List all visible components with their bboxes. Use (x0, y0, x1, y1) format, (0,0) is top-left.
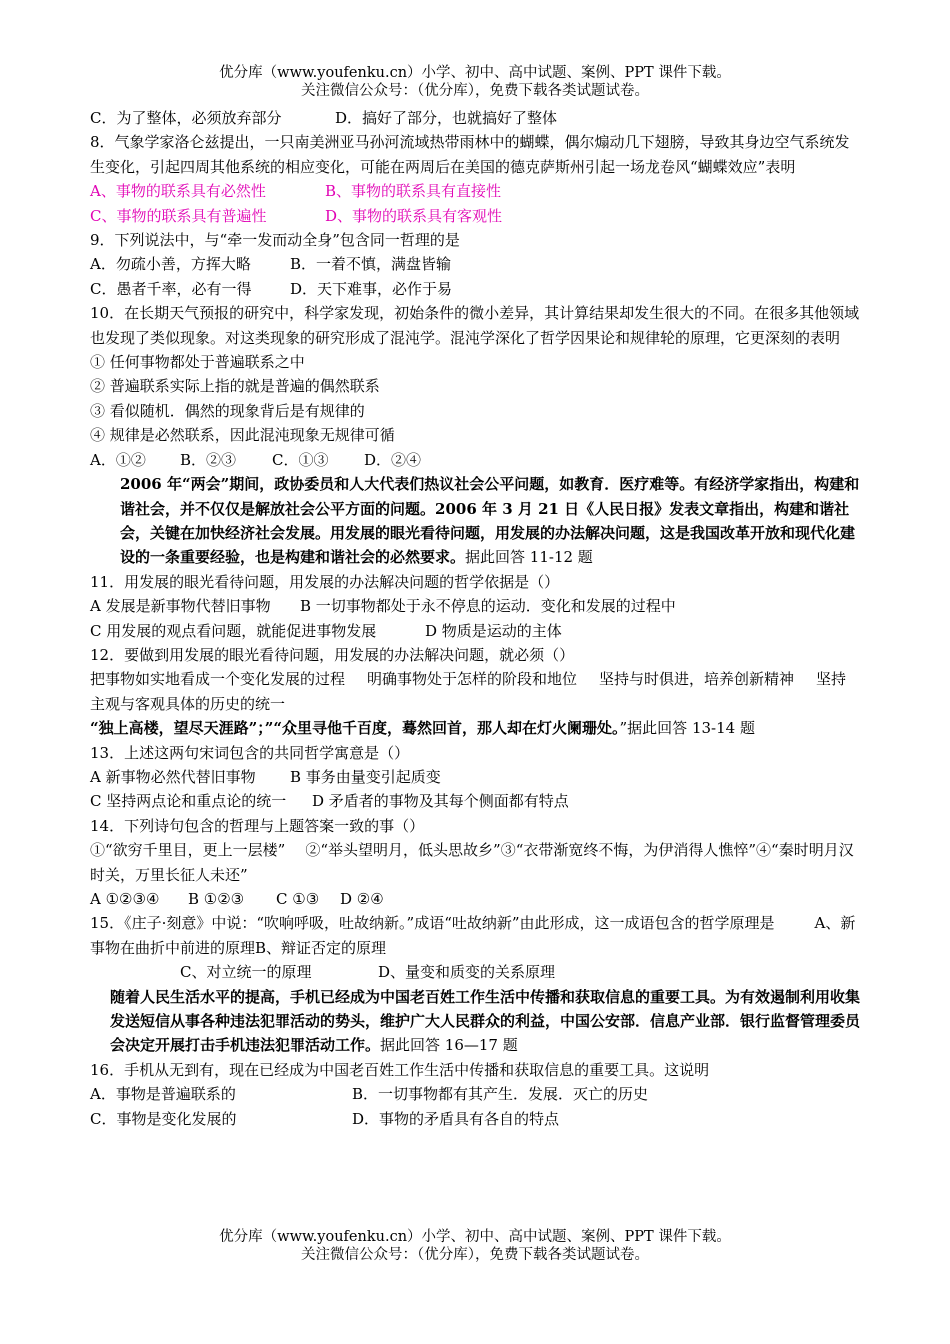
page-footer (0, 1228, 950, 1264)
q10-option-d: D．②④ (364, 450, 422, 469)
question-14-lines (90, 838, 860, 887)
passage-16-17-bold: 随着人民生活水平的提高，手机已经成为中国老百姓工作生活中传播和获取信息的重要工具。为有效遏制利用收集发送短信从事各种违法犯罪活动的势头，维护广大人民群众的利益，中国公安部．信息产业部．银行监督管理委员会决定开展打击手机违法犯罪活动工作。 (110, 987, 861, 1055)
passage-16-17-tail: 据此回答 16—17 题 (380, 1036, 518, 1055)
q10-statement-4: ④ 规律是必然联系，因此混沌现象无规律可循 (90, 426, 395, 445)
question-9-options-row-2 (90, 277, 860, 301)
question-9-stem: 9．下列说法中，与“牵一发而动全身”包含同一哲理的是 (90, 231, 460, 250)
q14-option-c: C ①③ (276, 890, 320, 908)
q9-option-c: C．愚者千率，必有一得 (90, 279, 252, 298)
question-16-options-row-2 (90, 1107, 860, 1131)
q14-option-a: A ①②③④ (90, 890, 160, 908)
q11-option-c: C 用发展的观点看问题，就能促进事物发展 (90, 621, 377, 640)
header-line-1: 优分库（www.youfenku.cn）小学、初中、高中试题、案例、PPT 课件下载。 (219, 65, 731, 81)
question-13-options-row-1 (90, 765, 860, 789)
question-11-options-row-2 (90, 619, 860, 643)
question-16-stem: 16．手机从无到有，现在已经成为中国老百姓工作生活中传播和获取信息的重要工具。这说明 (90, 1060, 710, 1079)
question-11-options-row-1 (90, 594, 860, 618)
q15-option-d: D、量变和质变的关系原理 (378, 963, 556, 982)
q10-statement-2: ② 普遍联系实际上指的就是普遍的偶然联系 (90, 377, 380, 396)
question-14-stem: 14．下列诗句包含的哲理与上题答案一致的事（） (90, 816, 425, 835)
passage-16-17 (90, 985, 860, 1058)
footer-line-2: 关注微信公众号：（优分库），免费下载各类试题试卷。 (301, 1247, 649, 1263)
q8-option-d: D、事物的联系具有客观性 (325, 206, 503, 225)
question-15-options-row-2 (90, 960, 860, 984)
question-8-options-row-1 (90, 179, 860, 203)
q14-line-3: ③“衣带渐宽终不悔，为伊消得人憔悴” (500, 841, 757, 860)
q13-option-d: D 矛盾者的事物及其每个侧面都有特点 (312, 792, 569, 811)
question-8-stem: 8．气象学家洛仑兹提出，一只南美洲亚马孙河流域热带雨林中的蝴蝶，偶尔煽动几下翅膀，导致其身边空气系统发生变化，引起四周其他系统的相应变化，可能在两周后在美国的德克萨斯州引起一场龙卷风“蝴蝶效应”表明 (90, 133, 850, 176)
question-12-stem: 12．要做到用发展的眼光看待问题，用发展的办法解决问题，就必须（） (90, 645, 575, 664)
q11-option-a: A 发展是新事物代替旧事物 (90, 597, 271, 616)
question-13-stem: 13．上述这两句宋词包含的共同哲学寓意是（） (90, 743, 410, 762)
q16-option-a: A．事物是普遍联系的 (90, 1085, 236, 1104)
passage-11-12-bold: 2006 年“两会”期间，政协委员和人大代表们热议社会公平问题，如教育．医疗难等。有经济学家指出，构建和谐社会，并不仅仅是解放社会公平方面的问题。2006 年 3 月 21 日《人民日报》发表文章指出，构建和谐社会，关键在加快经济社会发展。用发展的眼光看待问题，用发展的办法解决问题，这是我国改革开放和现代化建设的一条重要经验，也是构建和谐社会的必然要求。 (120, 475, 860, 567)
top-option-c: C．为了整体，必须放弃部分 (90, 109, 282, 127)
question-15-stem: 15．《庄子·刻意》中说：“吹响呼吸，吐故纳新。”成语“吐故纳新”由此形成，这一成语包含的哲学原理是 (90, 914, 775, 933)
q9-option-d: D．天下难事，必作于易 (290, 279, 453, 298)
q12-item-4: 坚持主观与客观具体的历史的统一 (90, 670, 847, 713)
question-10-options-row (90, 448, 860, 472)
q14-line-4: ④“秦时明月汉时关，万里长征人未还” (90, 841, 854, 884)
q14-option-b: B ①②③ (188, 890, 245, 908)
question-11-stem: 11．用发展的眼光看待问题，用发展的办法解决问题的哲学依据是（） (90, 572, 560, 591)
question-13-options-row-2 (90, 789, 860, 813)
q9-option-b: B．一着不慎，满盘皆输 (290, 255, 452, 274)
q12-item-3: 坚持与时俱进，培养创新精神 (599, 670, 795, 689)
q10-option-b: B．②③ (180, 450, 237, 469)
q13-option-c: C 坚持两点论和重点论的统一 (90, 792, 287, 811)
q12-item-1: 把事物如实地看成一个变化发展的过程 (90, 670, 346, 689)
q15-option-c: C、对立统一的原理 (180, 963, 312, 982)
q14-line-1: ①“欲穷千里目，更上一层楼” (90, 841, 286, 860)
footer-line-1: 优分库（www.youfenku.cn）小学、初中、高中试题、案例、PPT 课件下载。 (219, 1229, 731, 1245)
q14-line-2: ②“举头望明月，低头思故乡” (305, 841, 501, 860)
q9-option-a: A．勿疏小善，方挥大略 (90, 255, 251, 274)
q16-option-d: D．事物的矛盾具有各自的特点 (352, 1109, 560, 1128)
question-12-items (90, 667, 860, 716)
passage-11-12 (90, 472, 860, 570)
page-header (0, 64, 950, 100)
question-15 (90, 911, 860, 960)
q13-option-a: A 新事物必然代替旧事物 (90, 767, 256, 786)
passage-13-14-bold: “独上高楼，望尽天涯路”；”“众里寻他千百度，蓦然回首，那人却在灯火阑珊处。 (90, 719, 620, 738)
q13-option-b: B 事务由量变引起质变 (290, 767, 441, 786)
top-options-row (90, 106, 860, 130)
q10-option-a: A．①② (90, 450, 146, 469)
passage-11-12-tail: 据此回答 11-12 题 (465, 548, 593, 567)
q11-option-d: D 物质是运动的主体 (425, 621, 562, 640)
q10-option-c: C．①③ (272, 450, 329, 469)
q8-option-a: A、事物的联系具有必然性 (90, 182, 266, 201)
passage-13-14-tail: ”据此回答 13-14 题 (619, 719, 755, 738)
q10-statement-1: ① 任何事物都处于普遍联系之中 (90, 353, 305, 372)
q10-statement-3: ③ 看似随机．偶然的现象背后是有规律的 (90, 401, 365, 420)
question-14-options-row (90, 887, 860, 911)
top-option-d: D．搞好了部分，也就搞好了整体 (335, 109, 558, 127)
q8-option-c: C、事物的联系具有普遍性 (90, 206, 267, 225)
q15-option-a: A、新事物在曲折中前进的原理 (90, 914, 856, 957)
q16-option-c: C．事物是变化发展的 (90, 1109, 237, 1128)
q12-item-2: 明确事物处于怎样的阶段和地位 (367, 670, 578, 689)
question-10-stem: 10．在长期天气预报的研究中，科学家发现，初始条件的微小差异，其计算结果却发生很大的不同。在很多其他领域也发现了类似现象。对这类现象的研究形成了混沌学。混沌学深化了哲学因果论和规律轮的原理，它更深刻的表明 (90, 304, 860, 347)
document-body (90, 106, 860, 1131)
header-line-2: 关注微信公众号：（优分库），免费下载各类试题试卷。 (301, 83, 649, 99)
q11-option-b: B 一切事物都处于永不停息的运动．变化和发展的过程中 (300, 597, 676, 616)
question-9-options-row-1 (90, 252, 860, 276)
q15-option-b: B、辩证否定的原理 (255, 938, 387, 957)
passage-13-14 (90, 716, 860, 740)
q14-option-d: D ②④ (340, 890, 384, 908)
question-8-options-row-2 (90, 204, 860, 228)
q8-option-b: B、事物的联系具有直接性 (325, 182, 502, 201)
question-16-options-row-1 (90, 1082, 860, 1106)
q16-option-b: B．一切事物都有其产生．发展．灭亡的历史 (352, 1085, 649, 1104)
